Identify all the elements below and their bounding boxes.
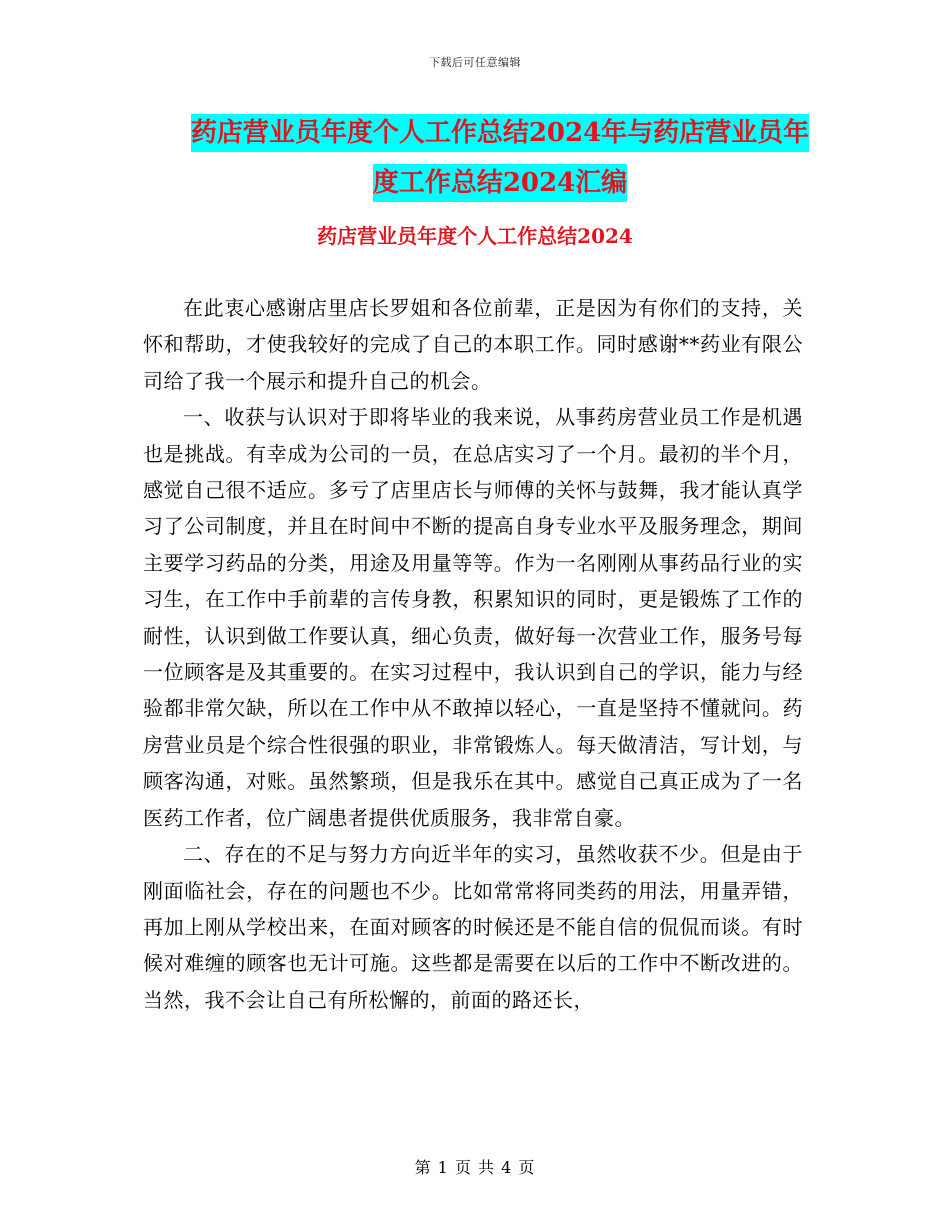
- paragraph: 二、存在的不足与努力方向近半年的实习，虽然收获不少。但是由于刚面临社会，存在的问题也不少。比如常常将同类药的用法，用量弄错，再加上刚从学校出来，在面对顾客的时候还是不能自信的侃侃而谈。有时候对难缠的顾客也无计可施。这些都是需要在以后的工作中不断改进的。当然，我不会让自己有所松懈的，前面的路还长，: [143, 842, 803, 1012]
- section-title: 药店营业员年度个人工作总结2024: [317, 224, 633, 248]
- document-title: [150, 108, 850, 208]
- document-body: [143, 290, 803, 1018]
- paragraph: 在此衷心感谢店里店长罗姐和各位前辈，正是因为有你们的支持，关怀和帮助，才使我较好的完成了自己的本职工作。同时感谢**药业有限公司给了我一个展示和提升自己的机会。: [143, 296, 803, 393]
- header-note: 下载后可任意编辑: [429, 56, 521, 69]
- title-line-1: 药店营业员年度个人工作总结2024年与药店营业员年: [191, 114, 809, 152]
- title-line-2: 度工作总结2024汇编: [373, 164, 627, 202]
- paragraph: 一、收获与认识对于即将毕业的我来说，从事药房营业员工作是机遇也是挑战。有幸成为公司的一员，在总店实习了一个月。最初的半个月，感觉自己很不适应。多亏了店里店长与师傅的关怀与鼓舞，我才能认真学习了公司制度，并且在时间中不断的提高自身专业水平及服务理念，期间主要学习药品的分类，用途及用量等等。作为一名刚刚从事药品行业的实习生，在工作中手前辈的言传身教，积累知识的同时，更是锻炼了工作的耐性，认识到做工作要认真，细心负责，做好每一次营业工作，服务号每一位顾客是及其重要的。在实习过程中，我认识到自己的学识，能力与经验都非常欠缺，所以在工作中从不敢掉以轻心，一直是坚持不懂就问。药房营业员是个综合性很强的职业，非常锻炼人。每天做清洁，写计划，与顾客沟通，对账。虽然繁琐，但是我乐在其中。感觉自己真正成为了一名医药工作者，位广阔患者提供优质服务，我非常自豪。: [143, 405, 803, 830]
- page-number: 第 1 页 共 4 页: [414, 1158, 536, 1177]
